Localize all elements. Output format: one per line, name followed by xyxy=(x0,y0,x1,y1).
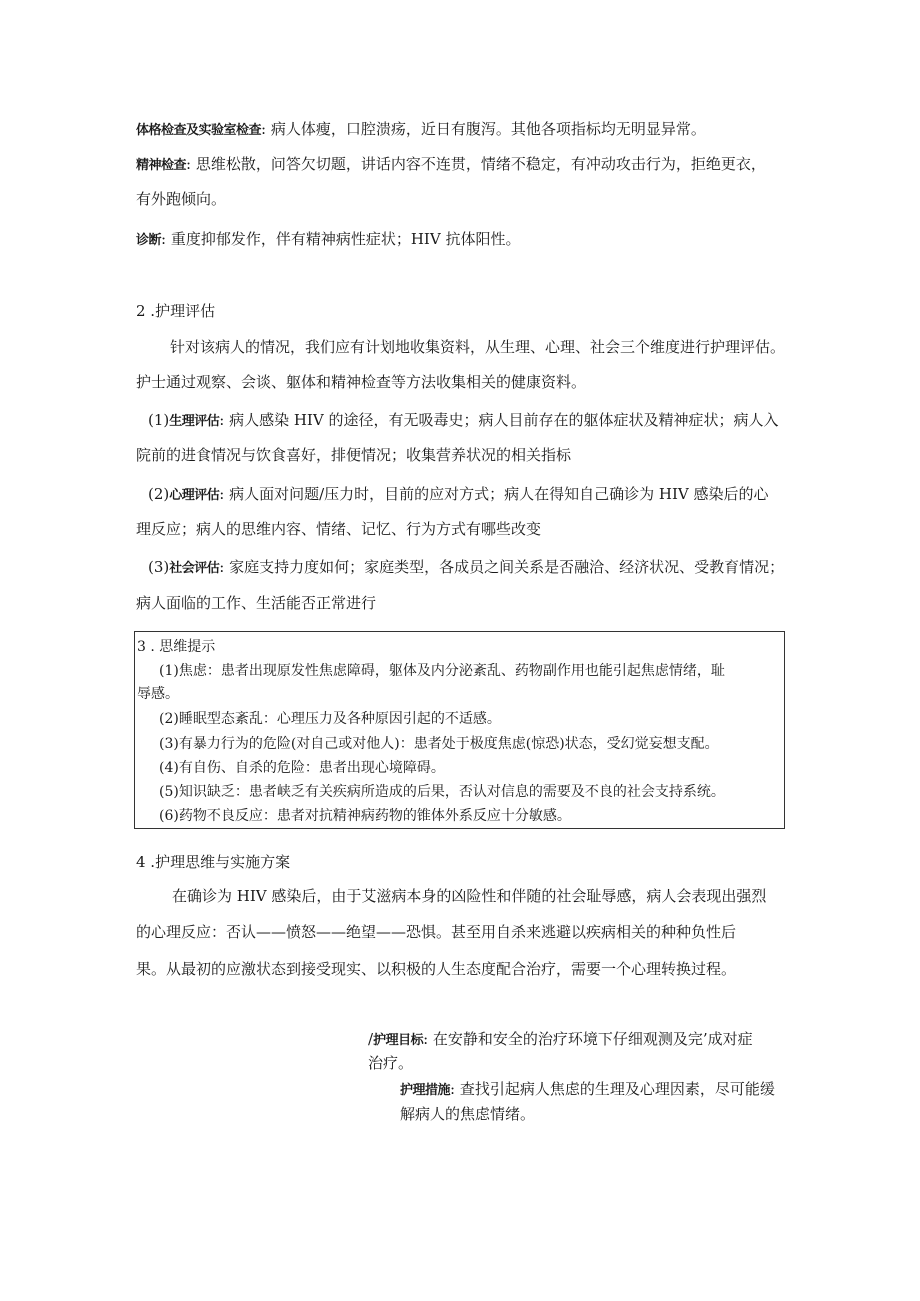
assess-item-2-num: (2) xyxy=(148,485,170,503)
assess-item-3 xyxy=(148,556,784,580)
assess-item-2-cont: 理反应；病人的思维内容、情绪、记忆、行为方式有哪些改变 xyxy=(136,520,542,538)
measures-line-cont: 解病人的焦虑情绪。 xyxy=(400,1105,536,1123)
exam-line xyxy=(136,118,706,142)
hint-line-2: (2)睡眠型态紊乱：心理压力及各种原因引起的不适感。 xyxy=(159,711,501,727)
exam-text: : 病人体瘦，口腔溃疡，近日有腹泻。其他各项指标均无明显异常。 xyxy=(261,120,706,138)
diagnosis-line xyxy=(136,228,520,252)
assess-item-1-text: : 病人感染 HIV 的途径，有无吸毒史；病人目前存在的躯体症状及精神症状；病人入 xyxy=(219,411,779,429)
exam-label: 体格检查及实验室检查 xyxy=(136,123,262,138)
section3-heading: 3 . 思维提示 xyxy=(137,639,216,655)
section2-intro-1: 针对该病人的情况，我们应有计划地收集资料，从生理、心理、社会三个维度进行护理评估。 xyxy=(170,338,786,356)
hint-line-1-cont: 辱感。 xyxy=(137,686,179,702)
section4-para-3: 果。从最初的应激状态到接受现实、以积极的人生态度配合治疗，需要一个心理转换过程。 xyxy=(136,960,737,978)
assess-item-3-label: 社会评估 xyxy=(169,561,220,576)
goal-line xyxy=(368,1028,753,1052)
thinking-hints-box xyxy=(134,631,785,829)
assess-item-2 xyxy=(148,483,769,507)
mental-line xyxy=(136,153,766,177)
assess-item-1-num: (1) xyxy=(148,411,170,429)
section4-para-2: 的心理反应：否认——愤怒——绝望——恐惧。甚至用自杀来逃避以疾病相关的种种负性后 xyxy=(136,923,737,941)
goal-label: 护理目标 xyxy=(373,1033,424,1048)
assess-item-2-text: : 病人面对问题/压力时，目前的应对方式；病人在得知自己确诊为 HIV 感染后的心 xyxy=(219,485,769,503)
assess-item-1-cont: 院前的进食情况与饮食喜好，排便情况；收集营养状况的相关指标 xyxy=(136,446,572,464)
assess-item-1-label: 生理评估 xyxy=(169,414,220,429)
goal-line-cont: 治疗。 xyxy=(368,1054,414,1072)
measures-line xyxy=(400,1078,775,1102)
assess-item-3-cont: 病人面临的工作、生活能否正常进行 xyxy=(136,594,377,612)
mental-label: 精神检查 xyxy=(136,158,187,173)
section4-para-1: 在确诊为 HIV 感染后，由于艾滋病本身的凶险性和伴随的社会耻辱感，病人会表现出强烈 xyxy=(172,887,767,905)
section2-intro-2: 护士通过观察、会谈、躯体和精神检查等方法收集相关的健康资料。 xyxy=(136,373,587,391)
diagnosis-label: 诊断 xyxy=(136,233,162,248)
mental-text: : 思维松散，问答欠切题，讲话内容不连贯，情绪不稳定，有冲动攻击行为，拒绝更衣， xyxy=(186,155,766,173)
hint-line-4: (4)有自伤、自杀的危险：患者出现心境障碍。 xyxy=(159,760,445,776)
section2-heading: 2 .护理评估 xyxy=(136,302,216,320)
hint-line-6: (6)药物不良反应：患者对抗精神病药物的锥体外系反应十分敏感。 xyxy=(159,808,571,824)
mental-line-2: 有外跑倾向。 xyxy=(136,190,227,208)
assess-item-1 xyxy=(148,409,778,433)
measures-text: : 查找引起病人焦虑的生理及心理因素，尽可能缓 xyxy=(450,1080,775,1098)
section4-heading: 4 .护理思维与实施方案 xyxy=(136,853,291,871)
hint-line-5: (5)知识缺乏：患者峡乏有关疾病所造成的后果，否认对信息的需要及不良的社会支持系统。 xyxy=(159,784,725,800)
diagnosis-text: : 重度抑郁发作，伴有精神病性症状；HIV 抗体阳性。 xyxy=(161,230,521,248)
hint-line-1: (1)焦虑：患者出现原发性焦虑障碍，躯体及内分泌紊乱、药物副作用也能引起焦虑情绪，耻 xyxy=(159,663,725,679)
goal-prefix: / xyxy=(368,1030,374,1048)
goal-text: : 在安静和安全的治疗环境下仔细观测及完’成对症 xyxy=(423,1030,753,1048)
measures-label: 护理措施 xyxy=(400,1083,451,1098)
hint-line-3: (3)有暴力行为的危险(对自己或对他人)：患者处于极度焦虑(惊恐)状态，受幻觉妄想支配。 xyxy=(159,736,719,752)
assess-item-2-label: 心理评估 xyxy=(169,488,220,503)
assess-item-3-text: : 家庭支持力度如何；家庭类型，各成员之间关系是否融洽、经济状况、受教育情况； xyxy=(219,558,785,576)
assess-item-3-num: (3) xyxy=(148,558,170,576)
